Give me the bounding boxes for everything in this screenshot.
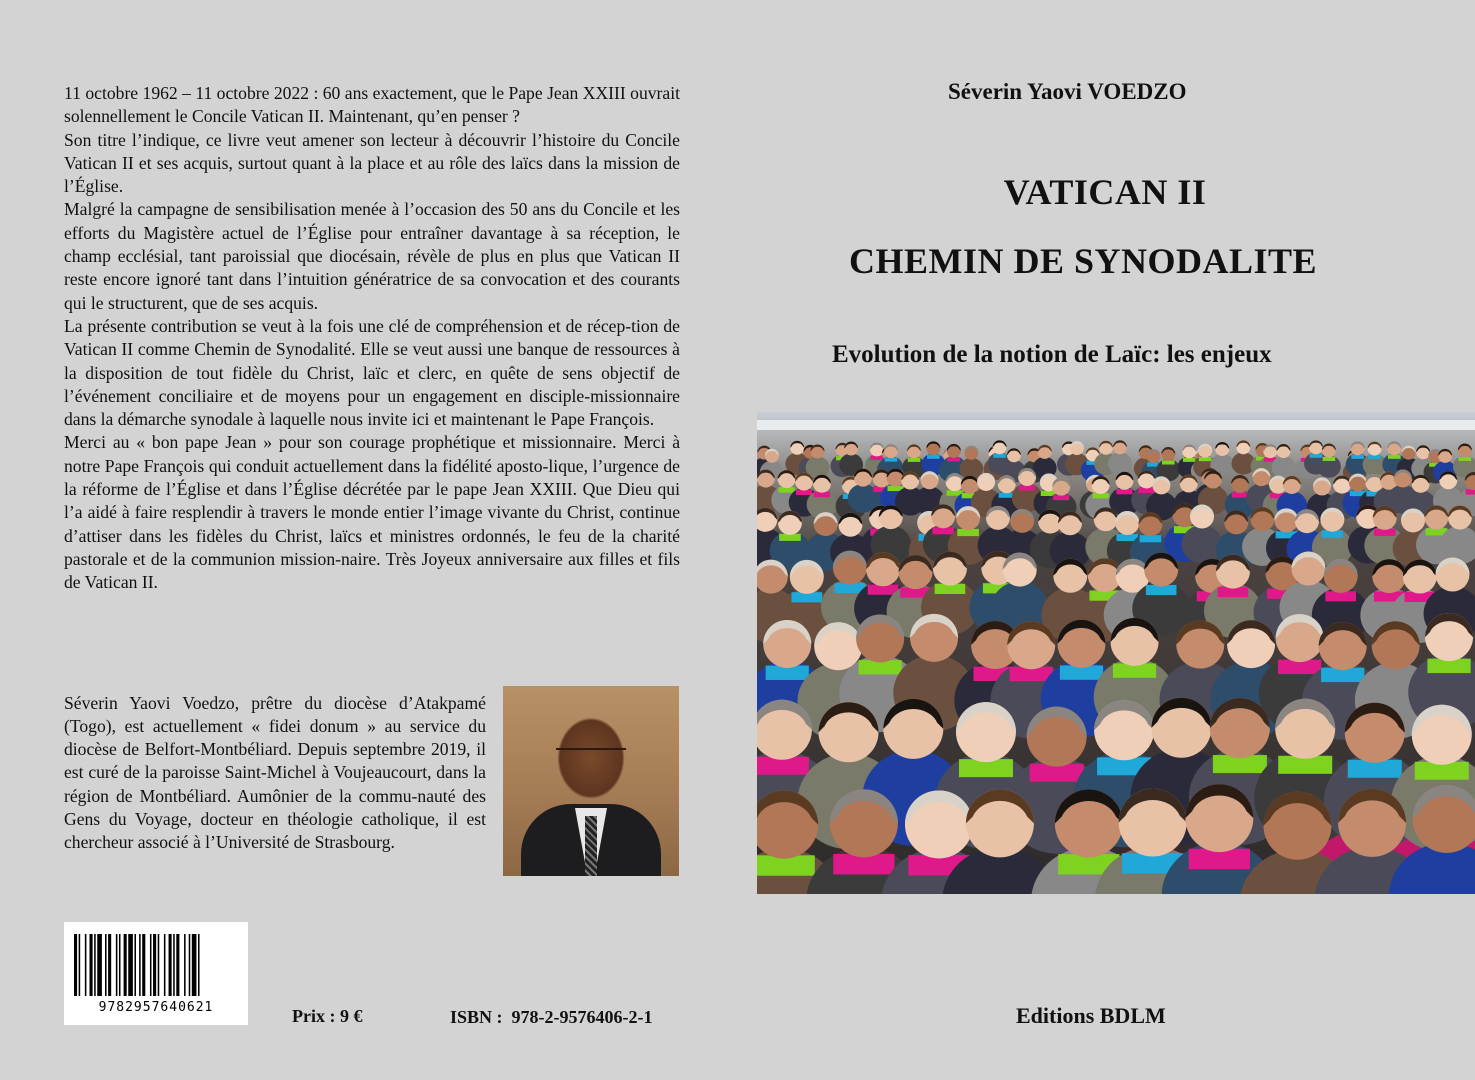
barcode-number: 9782957640621 [98, 1000, 214, 1015]
barcode [64, 922, 248, 1025]
author-name: Séverin Yaovi VOEDZO [948, 79, 1187, 104]
barcode-bar [124, 934, 127, 996]
back-paragraph-3: Malgré la campagne de sensibilisation menée à l’occasion des 50 ans du Concile et les efforts du Magistère actuel de l’Église pour entraîner davantage à sa réception, le champ ecclésial, tant paroissial que diocésain, révèle de plus en plus que Vatican II reste encore ignoré tant dans l’intuition génératrice de sa convocation et des courants qui le structurent, que de ses acquis. [64, 199, 680, 313]
author-portrait [503, 686, 679, 876]
barcode-bar [173, 934, 175, 996]
crowd-person-body [1108, 452, 1132, 474]
publisher: Editions BDLM [1016, 1003, 1166, 1028]
barcode-bar [134, 934, 136, 996]
barcode-bar [116, 934, 118, 996]
author-bio: Séverin Yaovi Voedzo, prêtre du diocèse d’Atakpamé (Togo), est actuellement « fidei donum » au service du diocèse de Belfort-Montbéliard. Depuis septembre 2019, il est curé de la paroisse Saint-Michel à Voujeaucourt, dans la région de Montbéliard. Aumônier de la commu-nauté des Gens du Voyage, docteur en théologie catholique, il est chercheur associé à l’Université de Strasbourg. [64, 692, 486, 853]
back-cover-text [64, 82, 680, 595]
crowd-illustration [757, 412, 1475, 894]
barcode-bar [142, 934, 145, 996]
barcode-bar [90, 934, 93, 996]
crowd-person-body [1182, 525, 1223, 563]
back-paragraph-2: Son titre l’indique, ce livre veut amener son lecteur à découvrir l’histoire du Concile Vatican II et ses acquis, surtout quant à la place et au rôle des laïcs dans la mission de l’Église. [64, 129, 680, 197]
barcode-bar [128, 934, 133, 996]
barcode-bar [169, 934, 172, 996]
barcode-bar [150, 934, 152, 996]
barcode-bar [198, 934, 200, 996]
barcode-bar [176, 934, 179, 996]
back-paragraph-5: Merci au « bon pape Jean » pour son courage prophétique et missionnaire. Merci à notre Pape François qui conduit actuellement dans la fidélité aposto-lique, l’urgence de la réforme de l’Église et dans l’Église décrétée par le pape Jean XXIII. Que Dieu qui l’a aidé à faire resplendir à travers le monde entier l’image vivante du Christ, continue d’attiser dans les fidèles du Christ, laïcs et ministres ordonnés, le feu de la charité pastorale et de la communion mission-naire. Très Joyeux anniversaire aux filles et fils de Vatican II. [64, 432, 680, 593]
portrait-tie [585, 816, 597, 876]
portrait-glasses [556, 748, 626, 764]
barcode-bar [189, 934, 191, 996]
back-paragraph-1: 11 octobre 1962 – 11 octobre 2022 : 60 ans exactement, que le Pape Jean XXIII ouvrait solennellement le Concile Vatican II. Maintenant, qu’en penser ? [64, 83, 680, 127]
price: Prix : 9 € [292, 1006, 363, 1026]
barcode-bar [74, 934, 77, 996]
book-title-line-2: CHEMIN DE SYNODALITE [849, 241, 1318, 281]
barcode-bar [105, 934, 107, 996]
back-paragraph-4: La présente contribution se veut à la fois une clé de compréhension et de récep-tion de Vatican II comme Chemin de Synodalité. Elle se veut aussi une banque de ressources à la disposition de tout fidèle du Christ, laïc et clerc, en quête de sens objectif de l’événement conciliaire et de moyens pour un engagement en disciple-missionnaire dans la démarche synodale à laquelle nous invite ici et maintenant le Pape François. [64, 315, 680, 430]
barcode-bar [79, 934, 81, 996]
barcode-bar [192, 934, 197, 996]
barcode-bar [153, 934, 156, 996]
barcode-bar [119, 934, 121, 996]
barcode-bar [184, 934, 186, 996]
barcode-bar [158, 934, 160, 996]
isbn: ISBN : 978-2-9576406-2-1 [450, 1007, 653, 1027]
barcode-bar [164, 934, 166, 996]
crowd-person-body [1272, 456, 1296, 478]
barcode-bar [139, 934, 141, 996]
barcode-bar [94, 934, 96, 996]
barcode-bars [74, 934, 238, 998]
crowd-photo [757, 412, 1475, 894]
book-subtitle: Evolution de la notion de Laïc: les enjeux [832, 341, 1272, 368]
barcode-bar [108, 934, 111, 996]
barcode-bar [85, 934, 87, 996]
book-title-line-1: VATICAN II [1003, 172, 1207, 212]
barcode-bar [97, 934, 102, 996]
